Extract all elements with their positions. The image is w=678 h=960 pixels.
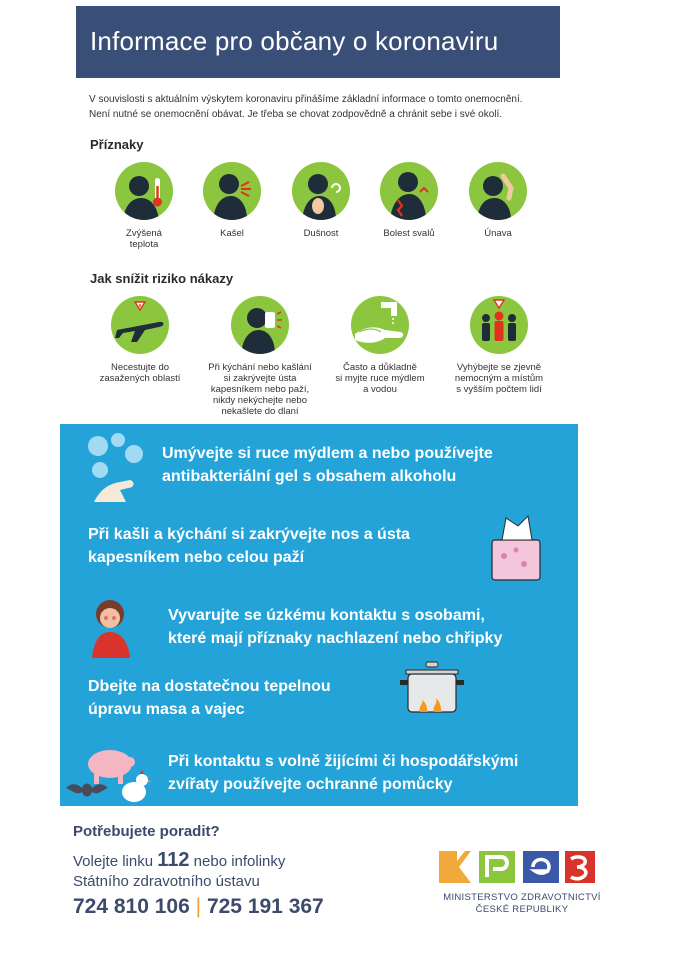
symptom-cough xyxy=(198,162,266,239)
institute-name: Státního zdravotního ústavu xyxy=(73,873,260,890)
call-prefix: Volejte linku xyxy=(73,853,154,870)
sick-person-icon xyxy=(88,594,134,658)
page-header xyxy=(76,6,560,78)
tissue-box-icon xyxy=(488,512,544,582)
risk-label: nikdy nekýchejte nebo xyxy=(212,395,307,406)
risk-label: zasažených oblastí xyxy=(99,373,181,384)
emergency-number: 112 xyxy=(157,849,190,871)
symptoms-title: Příznaky xyxy=(90,137,144,152)
cough-icon xyxy=(203,162,261,220)
symptom-label: Dušnost xyxy=(303,228,339,239)
advice-item xyxy=(88,675,331,721)
symptom-fatigue xyxy=(464,162,532,239)
hotline-1: 724 810 106 xyxy=(73,895,190,918)
risk-label: nekašlete do dlaní xyxy=(221,406,299,417)
sneeze-cover-icon xyxy=(231,296,289,354)
ministry-name xyxy=(432,892,612,916)
risk-label: a vodou xyxy=(363,384,397,395)
fatigue-icon xyxy=(469,162,527,220)
chicken-icon xyxy=(118,770,152,806)
cooking-pot-icon xyxy=(400,660,464,722)
symptom-fever xyxy=(110,162,178,250)
advice-item xyxy=(162,442,493,488)
risk-label: kapesníkem nebo paží, xyxy=(210,384,310,395)
symptom-label: teplota xyxy=(129,239,159,250)
symptom-label: Únava xyxy=(484,228,512,239)
intro-line-2: Není nutné se onemocnění obávat. Je třeba se chovat zodpovědně a chránit sebe i své okolí. xyxy=(89,109,503,120)
advice-line: Při kašli a kýchání si zakrývejte nos a ústa xyxy=(88,526,410,543)
advice-item xyxy=(88,523,410,569)
risk-title: Jak snížit riziko nákazy xyxy=(90,271,234,286)
symptom-label: Zvýšená xyxy=(126,228,162,239)
hotline-numbers xyxy=(73,895,324,919)
risk-cover-sneeze xyxy=(196,296,324,417)
intro-line-1: V souvislosti s aktuálním výskytem koronaviru přinášíme základní informace o tomto onemocnění. xyxy=(89,94,523,105)
advice-line: Dbejte na dostatečnou tepelnou xyxy=(88,678,331,695)
bat-icon xyxy=(64,776,110,802)
advice-line: Umývejte si ruce mýdlem a nebo používejte xyxy=(162,445,493,462)
advice-panel xyxy=(60,424,578,806)
hotline-separator: | xyxy=(195,895,202,918)
symptom-label: Bolest svalů xyxy=(383,228,435,239)
hotline-2: 725 191 367 xyxy=(206,895,324,918)
fever-icon xyxy=(115,162,173,220)
ministry-line-1: MINISTERSTVO ZDRAVOTNICTVÍ xyxy=(443,892,601,903)
ministry-line-2: ČESKÉ REPUBLIKY xyxy=(475,904,569,915)
airplane-warning-icon xyxy=(111,296,169,354)
call-suffix: nebo infolinky xyxy=(193,853,286,870)
advice-line: zvířaty používejte ochranné pomůcky xyxy=(168,776,453,793)
risk-label: si zakrývejte ústa xyxy=(223,373,297,384)
risk-handwash xyxy=(330,296,430,395)
risk-travel xyxy=(94,296,186,384)
advice-item xyxy=(168,604,502,650)
call-info xyxy=(73,850,285,892)
risk-label: Často a důkladně xyxy=(343,362,417,373)
advice-line: kapesníkem nebo celou paží xyxy=(88,549,305,566)
risk-label: s vyšším počtem lidí xyxy=(456,384,542,395)
muscle-pain-icon xyxy=(380,162,438,220)
risk-label: Necestujte do xyxy=(110,362,170,373)
breathless-icon xyxy=(292,162,350,220)
risk-label: si myjte ruce mýdlem xyxy=(335,373,425,384)
advice-line: které mají příznaky nachlazení nebo chřipky xyxy=(168,630,503,647)
risk-label: nemocným a místům xyxy=(454,373,544,384)
page-title: Informace pro občany o koronaviru xyxy=(90,26,499,56)
handwash-icon xyxy=(351,296,409,354)
symptom-muscle-pain xyxy=(375,162,443,239)
risk-label: Vyhýbejte se zjevně xyxy=(456,362,542,373)
advice-line: antibakteriální gel s obsahem alkoholu xyxy=(162,468,457,485)
intro-text xyxy=(89,92,559,122)
crowd-warning-icon xyxy=(470,296,528,354)
advice-line: Při kontaktu s volně žijícími či hospodářskými xyxy=(168,753,519,770)
ministry-logo-icon xyxy=(437,847,597,887)
help-question: Potřebujete poradit? xyxy=(73,823,220,840)
risk-avoid-crowds xyxy=(446,296,552,395)
advice-line: Vyvarujte se úzkému kontaktu s osobami, xyxy=(168,607,485,624)
advice-line: úpravu masa a vajec xyxy=(88,701,245,718)
soap-bubbles-icon xyxy=(86,432,150,504)
advice-item xyxy=(168,750,518,796)
symptom-breathless xyxy=(287,162,355,239)
risk-label: Při kýchání nebo kašlání xyxy=(208,362,312,373)
symptom-label: Kašel xyxy=(220,228,244,239)
